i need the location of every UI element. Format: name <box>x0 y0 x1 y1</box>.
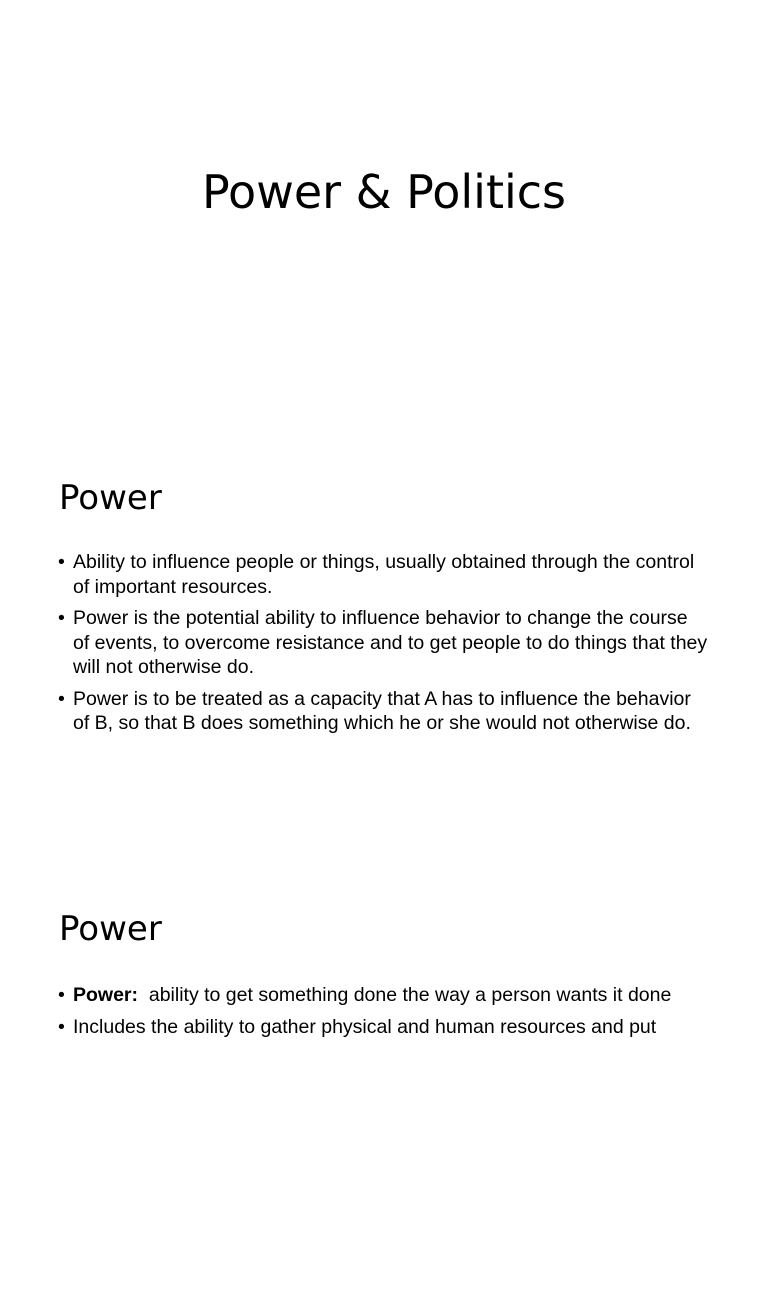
bullet-term: Power: <box>73 984 139 1006</box>
presentation-title: Power & Politics <box>201 165 567 219</box>
bullet-text: Power is the potential ability to influence behavior to change the course of events, to overcome resistance and to get people to do things that they will not otherwise do. <box>73 607 708 678</box>
bullet-text: Includes the ability to gather physical and human resources and put <box>73 1015 657 1038</box>
slide-power-definition <box>0 432 768 864</box>
bullet-icon: • <box>58 551 65 573</box>
bullet-icon: • <box>58 687 65 710</box>
bullet-icon: • <box>58 984 65 1006</box>
bullet-icon: • <box>58 607 65 629</box>
bullet-item <box>58 687 708 736</box>
bullet-text: Ability to influence people or things, usually obtained through the control of important resources. <box>73 551 695 598</box>
bullet-icon: • <box>58 1015 65 1038</box>
bullet-item <box>58 983 708 1008</box>
bullet-item <box>58 606 708 680</box>
slide-power-ability <box>0 864 768 1296</box>
bullet-text: ability to get something done the way a person wants it done <box>138 984 672 1006</box>
bullet-list <box>58 550 708 743</box>
slide-heading: Power <box>59 478 162 518</box>
slide-title <box>0 0 768 432</box>
slide-heading: Power <box>59 909 162 949</box>
bullet-item <box>58 1015 708 1040</box>
bullet-item <box>58 550 708 599</box>
bullet-text: Power is to be treated as a capacity that A has to influence the behavior of B, so that B does something which he or she would not otherwise do. <box>73 687 691 734</box>
bullet-list <box>58 983 708 1046</box>
